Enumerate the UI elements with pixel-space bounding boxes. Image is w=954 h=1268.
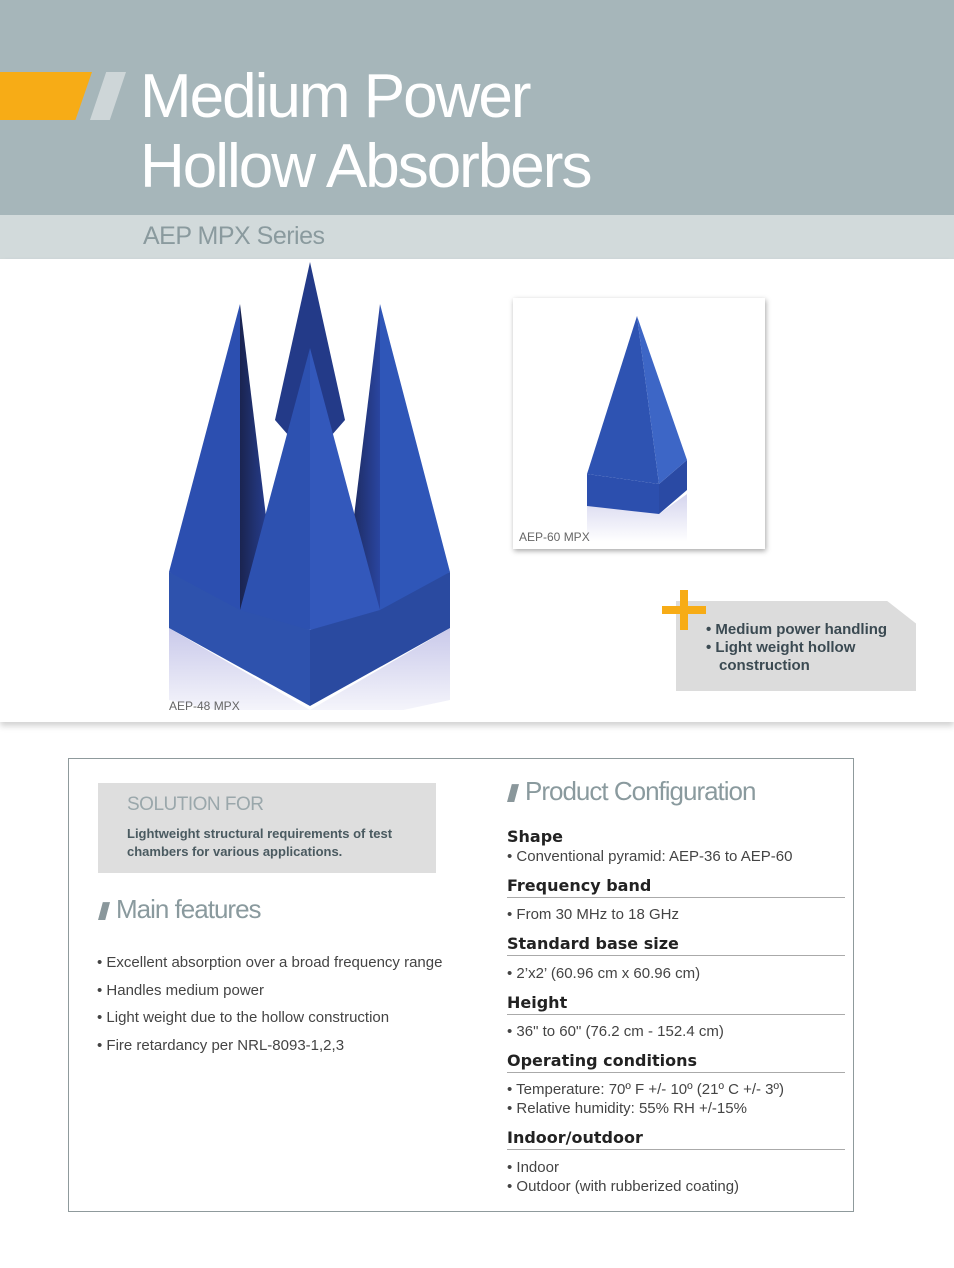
divider xyxy=(507,1149,845,1150)
solution-title: SOLUTION FOR xyxy=(127,794,264,815)
height-label: Height xyxy=(507,993,568,1012)
main-features-list xyxy=(97,954,442,1064)
frequency-band-item: • From 30 MHz to 18 GHz xyxy=(507,906,679,923)
highlight-item: • Light weight hollow construction xyxy=(706,639,856,674)
divider xyxy=(507,955,845,956)
feature-item: • Handles medium power xyxy=(97,981,264,999)
indoor-outdoor-item: • Outdoor (with rubberized coating) xyxy=(507,1178,740,1195)
main-features-heading xyxy=(98,894,261,925)
feature-item: • Fire retardancy per NRL-8093-1,2,3 xyxy=(97,1036,345,1054)
title-line-2: Hollow Absorbers xyxy=(140,132,591,201)
feature-item: • Excellent absorption over a broad frequency range xyxy=(97,954,443,971)
base-size-item: • 2’x2’ (60.96 cm x 60.96 cm) xyxy=(507,965,701,982)
divider xyxy=(507,1014,845,1015)
page-title xyxy=(140,62,590,202)
operating-conditions-item: • Temperature: 70º F +/- 10º (21º C +/- 3º) xyxy=(507,1081,785,1098)
operating-conditions-label: Operating conditions xyxy=(507,1051,697,1070)
height-item: • 36" to 60" (76.2 cm - 152.4 cm) xyxy=(507,1023,724,1040)
solution-panel xyxy=(98,783,436,873)
indoor-outdoor-label: Indoor/outdoor xyxy=(507,1128,643,1147)
slash-icon xyxy=(98,902,110,920)
aep-48-absorber-image xyxy=(165,260,455,710)
frequency-band-label: Frequency band xyxy=(507,876,652,895)
aep-60-absorber-image xyxy=(583,314,693,544)
operating-conditions-item: • Relative humidity: 55% RH +/-15% xyxy=(507,1100,747,1117)
aep-48-caption: AEP-48 MPX xyxy=(169,699,240,713)
solution-text: Lightweight structural requirements of test chambers for various applications. xyxy=(127,826,393,859)
base-size-label: Standard base size xyxy=(507,934,679,953)
aep-60-photo-card xyxy=(513,298,765,549)
product-configuration-heading-text: Product Configuration xyxy=(525,776,756,806)
plus-icon xyxy=(662,590,706,630)
product-configuration-heading xyxy=(507,776,755,807)
series-name: AEP MPX Series xyxy=(143,222,325,250)
shape-label: Shape xyxy=(507,827,564,846)
slash-icon xyxy=(507,784,519,802)
shape-item: • Conventional pyramid: AEP-36 to AEP-60 xyxy=(507,848,793,865)
divider xyxy=(507,897,845,898)
highlights-list xyxy=(706,621,906,675)
indoor-outdoor-item: • Indoor xyxy=(507,1159,559,1176)
main-features-heading-text: Main features xyxy=(116,894,261,924)
aep-60-caption: AEP-60 MPX xyxy=(519,530,590,544)
highlight-item: • Medium power handling xyxy=(706,621,888,638)
divider xyxy=(507,1072,845,1073)
feature-item: • Light weight due to the hollow construction xyxy=(97,1009,390,1026)
title-line-1: Medium Power xyxy=(140,62,530,131)
